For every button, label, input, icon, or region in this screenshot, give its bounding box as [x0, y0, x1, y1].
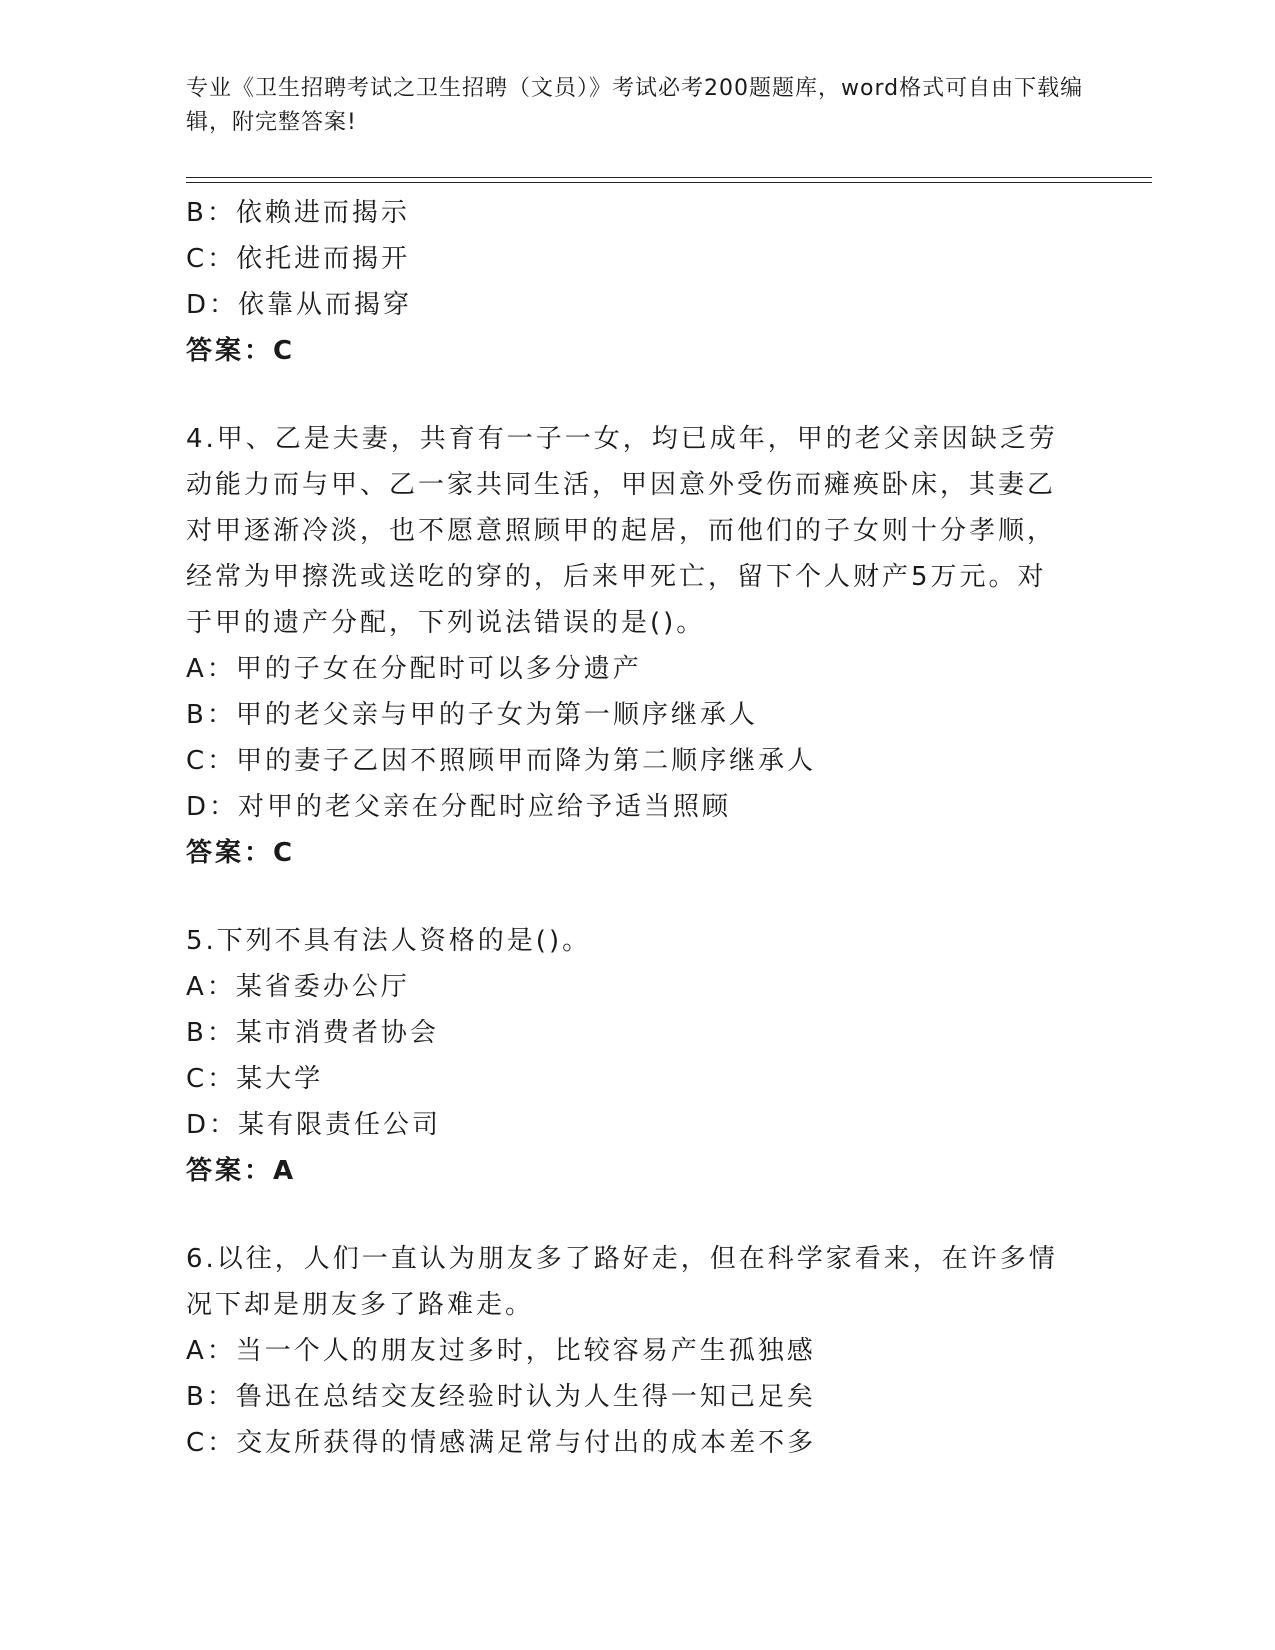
option-item: B：甲的老父亲与甲的子女为第一顺序继承人 [186, 700, 758, 730]
answer-line: 答案：C [186, 838, 296, 868]
question-text: 5.下列不具有法人资格的是()。 [186, 926, 592, 956]
option-item: D：对甲的老父亲在分配时应给予适当照顾 [186, 792, 732, 822]
question-block [186, 1236, 1066, 1466]
answer-line: 答案：C [186, 336, 296, 366]
option-item: C：依托进而揭开 [186, 244, 411, 274]
question-block [186, 416, 1066, 876]
option-item: A：某省委办公厅 [186, 972, 410, 1002]
question-text: 6.以往，人们一直认为朋友多了路好走，但在科学家看来，在许多情况下却是朋友多了路难走。 [186, 1244, 1058, 1320]
document-header [186, 72, 1086, 140]
spacer [186, 374, 1066, 416]
spacer [186, 1194, 1066, 1236]
option-item: C：某大学 [186, 1064, 324, 1094]
question-block [186, 918, 1066, 1194]
option-item: D：依靠从而揭穿 [186, 290, 413, 320]
option-item: B：某市消费者协会 [186, 1018, 439, 1048]
document-body [186, 190, 1066, 1466]
header-divider-bottom [186, 182, 1152, 183]
prev-question-block [186, 190, 1066, 374]
option-item: A：当一个人的朋友过多时，比较容易产生孤独感 [186, 1336, 816, 1366]
option-item: A：甲的子女在分配时可以多分遗产 [186, 654, 642, 684]
option-item: B：依赖进而揭示 [186, 198, 410, 228]
option-item: C：甲的妻子乙因不照顾甲而降为第二顺序继承人 [186, 746, 817, 776]
option-item: D：某有限责任公司 [186, 1110, 442, 1140]
question-text: 4.甲、乙是夫妻，共育有一子一女，均已成年，甲的老父亲因缺乏劳动能力而与甲、乙一家共同生活，甲因意外受伤而瘫痪卧床，其妻乙对甲逐渐冷淡，也不愿意照顾甲的起居，而他们的子女则十分孝顺，经常为甲擦洗或送吃的穿的，后来甲死亡，留下个人财产5万元。对于甲的遗产分配，下列说法错误的是()。 [186, 424, 1058, 638]
answer-line: 答案：A [186, 1156, 297, 1186]
option-item: B：鲁迅在总结交友经验时认为人生得一知己足矣 [186, 1382, 816, 1412]
spacer [186, 876, 1066, 918]
option-item: C：交友所获得的情感满足常与付出的成本差不多 [186, 1428, 817, 1458]
header-divider-top [186, 177, 1152, 178]
header-title: 专业《卫生招聘考试之卫生招聘（文员）》考试必考200题题库，word格式可自由下载编辑，附完整答案! [186, 76, 1084, 135]
